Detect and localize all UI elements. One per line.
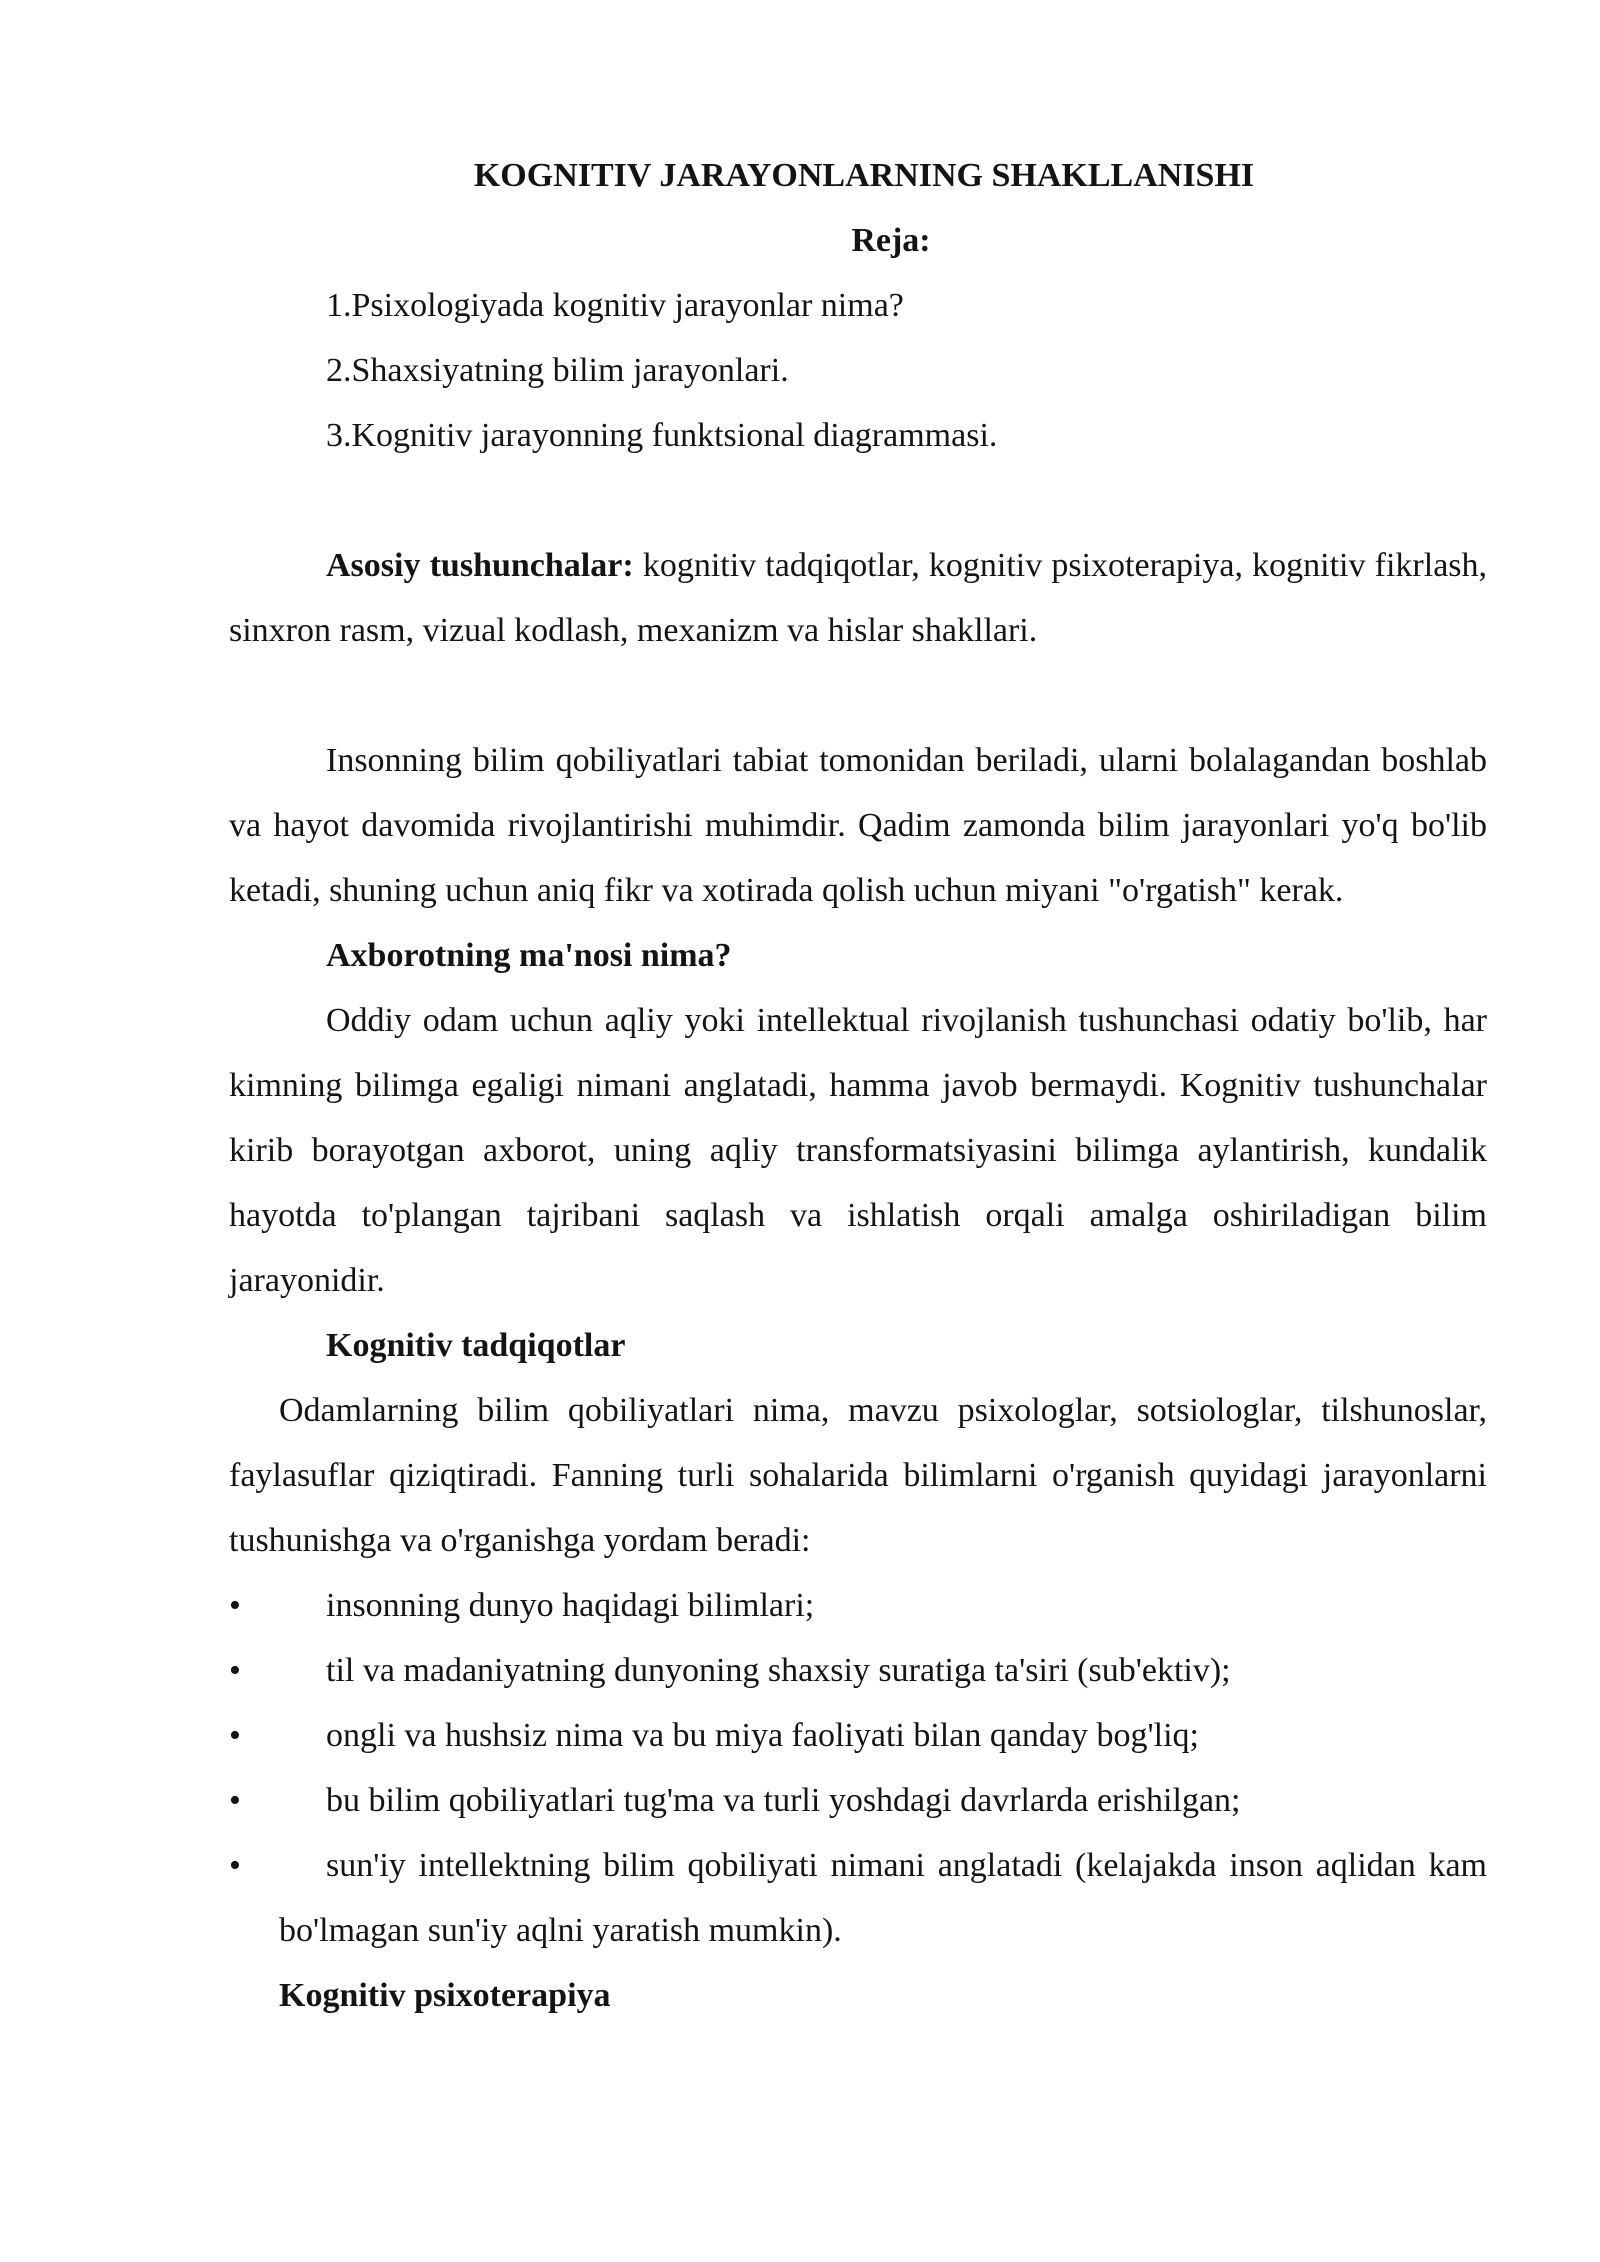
list-item-text: til va madaniyatning dunyoning shaxsiy suratiga ta'siri (sub'ektiv); (326, 1652, 1231, 1689)
plan-item: 3.Kognitiv jarayonning funktsional diagrammasi. (326, 417, 998, 454)
information-paragraph: Oddiy odam uchun aqliy yoki intellektual rivojlanish tushunchasi odatiy bo'lib, har kimning bilimga egaligi nimani anglatadi, hamma javob bermaydi. Kognitiv tushunchalar kirib borayotgan axborot, uning aqliy transformatsiyasini bilimga aylantirish, kundalik hayotda to'plangan tajribani saqlash va ishlatish orqali amalga oshiriladigan bilim jarayonidir. (229, 1002, 1487, 1299)
research-bullet-list (229, 1573, 1487, 1963)
list-item (229, 1703, 1487, 1768)
key-concepts-text: kognitiv tadqiqotlar, kognitiv psixoterapiya, kognitiv fikrlash, sinxron rasm, vizual kodlash, mexanizm va hislar shakllari. (229, 547, 1488, 649)
research-heading: Kognitiv tadqiqotlar (326, 1327, 626, 1364)
intro-paragraph: Insonning bilim qobiliyatlari tabiat tomonidan beriladi, ularni bolalagandan boshlab va hayot davomida rivojlantirishi muhimdir. Qadim zamonda bilim jarayonlari yo'q bo'lib ketadi, shuning uchun aniq fikr va xotirada qolish uchun miyani "o'rgatish" kerak. (229, 742, 1487, 909)
list-item (229, 1768, 1487, 1833)
research-paragraph: Odamlarning bilim qobiliyatlari nima, mavzu psixologlar, sotsiologlar, tilshunoslar, faylasuflar qiziqtiradi. Fanning turli sohalarida bilimlarni o'rganish quyidagi jarayonlarni tushunishga va o'rganishga yordam beradi: (229, 1392, 1487, 1559)
spacer (229, 468, 1487, 533)
bullet-icon: • (229, 1587, 241, 1624)
document-title: KOGNITIV JARAYONLARNING SHAKLLANISHI (473, 157, 1255, 194)
list-item (229, 1638, 1487, 1703)
spacer (229, 663, 1487, 728)
information-heading: Axborotning ma'nosi nima? (326, 937, 732, 974)
list-item-text: insonning dunyo haqidagi bilimlari; (326, 1587, 815, 1624)
document-content (229, 143, 1487, 2028)
plan-list (229, 273, 1487, 468)
list-item (229, 1833, 1487, 1963)
list-item-text: sun'iy intellektning bilim qobiliyati nimani anglatadi (kelajakda inson aqlidan kam bo'lmagan sun'iy aqlni yaratish mumkin). (279, 1847, 1487, 1949)
list-item-text: ongli va hushsiz nima va bu miya faoliyati bilan qanday bog'liq; (326, 1717, 1199, 1754)
plan-item: 1.Psixologiyada kognitiv jarayonlar nima? (326, 287, 904, 324)
psychotherapy-heading: Kognitiv psixoterapiya (279, 1977, 611, 2014)
plan-item: 2.Shaxsiyatning bilim jarayonlari. (326, 352, 789, 389)
bullet-icon: • (229, 1847, 241, 1884)
bullet-icon: • (229, 1652, 241, 1689)
key-concepts-paragraph (229, 533, 1487, 663)
plan-label: Reja: (851, 222, 931, 259)
bullet-icon: • (229, 1717, 241, 1754)
list-item-text: bu bilim qobiliyatlari tug'ma va turli yoshdagi davrlarda erishilgan; (326, 1782, 1241, 1819)
bullet-icon: • (229, 1782, 241, 1819)
list-item (229, 1573, 1487, 1638)
key-concepts-label: Asosiy tushunchalar: (326, 547, 634, 584)
